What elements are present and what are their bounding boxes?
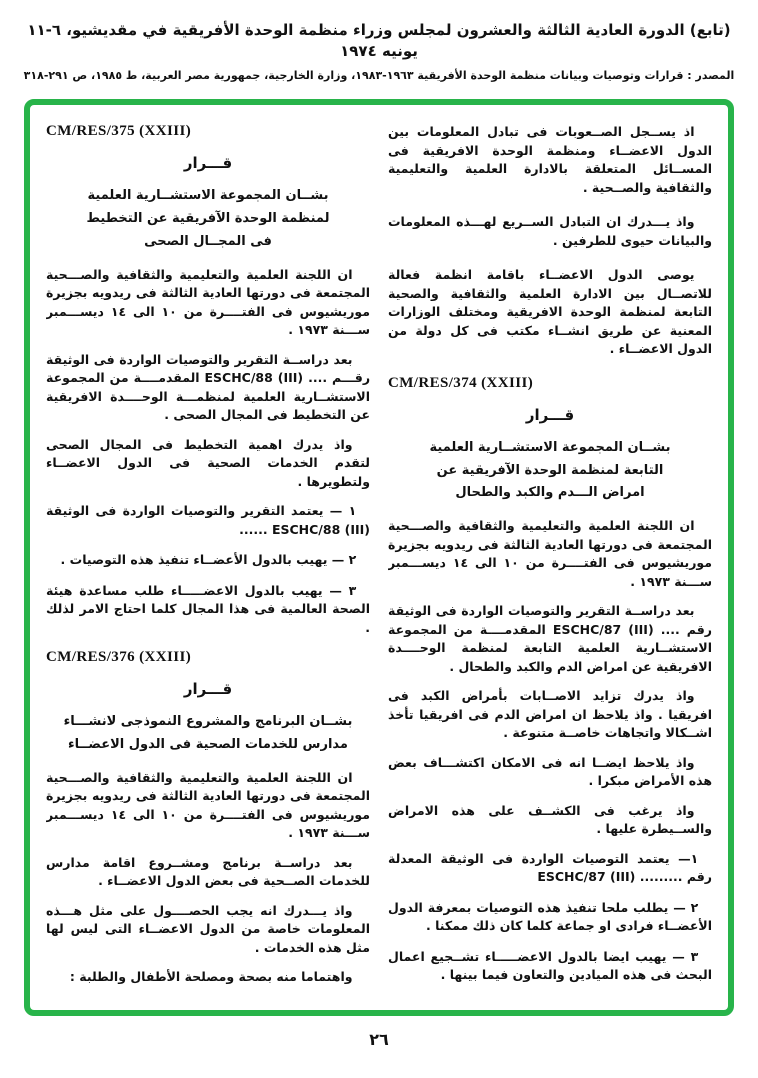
resolution-title-line: بشــان البرنامج والمشروع النموذجى لانشـــاء: [63, 714, 353, 730]
resolution-closing-line: واهتماما منه بصحة ومصلحة الأطفال والطلبة :: [69, 969, 353, 985]
resolution-paragraph: واذ يـــدرك انه يجب الحصــــول على مثل هـــذه المعلومات خاصة من الدول الاعضــاء التى ليس لها مثل هذه الخدمات .: [46, 902, 370, 955]
resolution-kind-heading: قـــرار: [183, 154, 233, 173]
resolution-numbered-item: ٣ — يهيب ايضا بالدول الاعضـــــاء تشــجيع اعمال البحث فى هذه الميادين والتعاون فيما بينها .: [388, 948, 712, 983]
continuation-paragraph: اذ يســجل الصــعوبات فى تبادل المعلومات بين الدول الاعضــاء ومنظمة الوحدة الافريقية فى المســائل المتعلقة بالادارة العلمية والتعليمية والثقافية والصــحية .: [388, 124, 712, 195]
resolution-numbered-item: ٢ — يهيب بالدول الأعضــاء تنفيذ هذه التوصيات .: [60, 552, 357, 568]
resolution-numbered-item: ٣ — يهيب بالدول الاعضـــــاء طلب مساعدة هيئة الصحة العالمية فى هذا المجال كلما احتاج الامر لذلك .: [46, 582, 370, 635]
continuation-paragraph: واذ يـــدرك ان التبادل الســريع لهـــذه المعلومات والبيانات حيوى للطرفين .: [388, 214, 712, 248]
column-left: [46, 123, 370, 996]
resolution-title-line: امراض الـــدم والكبد والطحال: [455, 485, 645, 501]
resolution-paragraph: واذ يرغب فى الكشــف على هذه الامراض والســيطرة عليها .: [388, 802, 712, 837]
continuation-paragraph: يوصى الدول الاعضــاء باقامة انظمة فعالة للاتصــال بين الادارة العلمية والثقافية والصحية التابعة لمنظمة الوحدة الافريقية ومختلف الوزارات المعنية عن طريق انشــاء مكتب فى كل دولة من الدول الاعضــاء .: [388, 267, 712, 357]
resolution-code-374: CM/RES/374 (XXIII): [388, 374, 534, 391]
header-session-title: (تابع) الدورة العادية الثالثة والعشرون لمجلس وزراء منظمة الوحدة الأفريقية في مقديشيو، ٦-١١ يونيه ١٩٧٤: [27, 21, 731, 60]
page-number: ٢٦: [369, 1030, 389, 1050]
resolution-paragraph: ان اللجنة العلمية والتعليمية والثقافية والصـــحية المجتمعة فى دورتها العادية الثالثة فى ريدويه بجزيرة موريشيوس فى الفتــــرة من ١٠ الى ١٤ ديســـمبر ســـنة ١٩٧٣ .: [46, 266, 370, 338]
content-frame: [24, 99, 734, 1016]
resolution-paragraph: بعد دراســة التقرير والتوصيات الواردة فى الوثيقة رقـــم .... ESCHC/88 (III) المقدمــــة من المجموعة الاستشــارية العلمية لمنظمـــة الوحــــدة الافريقية عن التخطيط فى المجال الصحى .: [46, 351, 370, 423]
resolution-title-374: [388, 437, 712, 505]
resolution-title-line: فى المجــال الصحى: [144, 233, 272, 249]
resolution-title-375: [46, 185, 370, 253]
resolution-numbered-item: ١— يعتمد التوصيات الواردة فى الوثيقة المعدلة رقم ......... ESCHC/87 (III): [388, 850, 712, 885]
column-right: [388, 123, 712, 996]
resolution-code-375: CM/RES/375 (XXIII): [46, 123, 192, 140]
two-column-layout: [46, 123, 712, 996]
resolution-paragraph: ان اللجنة العلمية والتعليمية والثقافية والصـــحية المجتمعة فى دورتها العادية الثالثة فى ريدويه بجزيرة موريشيوس فى الفتــــرة من ١٠ الى ١٤ ديســـمبر ســـنة ١٩٧٣ .: [46, 769, 370, 841]
resolution-title-line: لمنظمة الوحدة الآفريقية عن التخطيط: [86, 211, 330, 227]
resolution-kind-heading: قـــرار: [525, 405, 575, 424]
resolution-numbered-item: ٢ — يطلب ملحا تنفيذ هذه التوصيات بمعرفة الدول الأعضــاء فرادى او جماعة كلما كان ذلك ممكنا .: [388, 899, 712, 934]
resolution-paragraph: واذ يدرك اهمية التخطيط فى المجال الصحى لتقدم الخدمات الصحية فى الدول الاعضــاء ولتطويرها .: [46, 436, 370, 489]
resolution-numbered-item: ١ — يعتمد التقرير والتوصيات الواردة فى الوثيقة ESCHC/88 (III) ......: [46, 503, 370, 537]
resolution-code-376: CM/RES/376 (XXIII): [46, 649, 192, 666]
page-footer: [0, 1030, 758, 1049]
resolution-title-line: بشــان المجموعة الاستشــارية العلمية: [429, 439, 671, 455]
resolution-paragraph: بعد دراســة برنامج ومشــروع اقامة مدارس للخدمات الصــحية فى بعض الدول الاعضــاء .: [46, 854, 370, 889]
resolution-paragraph: ان اللجنة العلمية والتعليمية والثقافية والصـــحية المجتمعة فى دورتها العادية الثالثة فى ريدويه بجزيرة موريشيوس فى الفتــــرة من ١٠ الى ١٤ ديســـمبر ســـنة ١٩٧٣ .: [388, 518, 712, 589]
resolution-paragraph: بعد دراســة التقرير والتوصيات الواردة فى الوثيقة رقم .... ESCHC/87 (III) المقدمــــة من المجموعة الاستشــارية العلمية التابعة لمنظمة الوحــــدة الافريقية عن امراض الدم والكبد والطحال .: [388, 603, 712, 674]
resolution-title-376: [46, 711, 370, 757]
resolution-paragraph: واذ يدرك تزايد الاصــابات بأمراض الكبد فى افريقيا . واذ يلاحظ ان امراض الدم فى افريقيا تأخذ اشــكالا واتجاهات خاصــة متنوعة .: [388, 688, 712, 741]
resolution-paragraph: واذ يلاحظ ايضــا انه فى الامكان اكتشـــاف بعض هذه الأمراض مبكرا .: [388, 754, 712, 789]
resolution-title-line: التابعة لمنظمة الوحدة الآفريقية عن: [436, 462, 664, 478]
resolution-title-line: مدارس للخدمات الصحية فى الدول الاعضــاء: [68, 736, 348, 752]
resolution-title-line: بشــان المجموعة الاستشــارية العلمية: [87, 188, 329, 204]
resolution-kind-heading: قـــرار: [183, 680, 233, 699]
header-source-line: المصدر : قرارات وتوصيات وبيانات منظمة الوحدة الأفريقية ١٩٦٣-١٩٨٣، وزارة الخارجية، جمهورية مصر العربية، ط ١٩٨٥، ص ٢٩١-٣١٨: [23, 69, 735, 82]
page-header: [0, 0, 758, 83]
